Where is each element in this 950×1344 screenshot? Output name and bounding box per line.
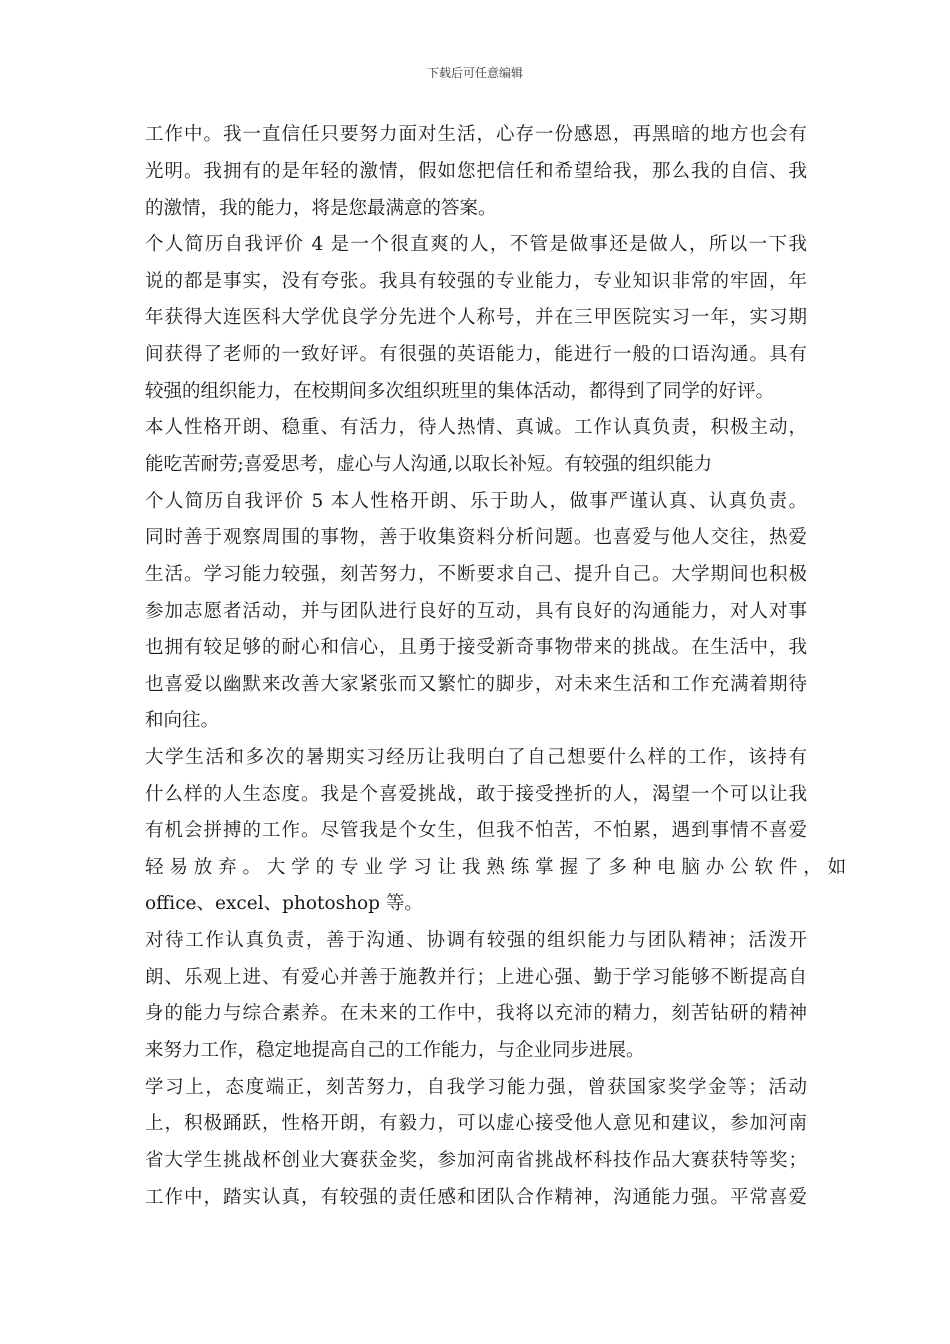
text-line: 工作中，踏实认真，有较强的责任感和团队合作精神，沟通能力强。平常喜爱 xyxy=(145,1187,807,1208)
text-line: 和向往。 xyxy=(145,710,220,731)
text-line: 工作中。我一直信任只要努力面对生活，心存一份感恩，再黑暗的地方也会有 xyxy=(145,124,807,145)
text-line: office、excel、photoshop 等。 xyxy=(145,893,423,914)
text-line: 间获得了老师的一致好评。有很强的英语能力，能进行一般的口语沟通。具有 xyxy=(145,344,807,365)
text-line: 学习上，态度端正，刻苦努力，自我学习能力强，曾获国家奖学金等；活动 xyxy=(145,1077,807,1098)
text-line: 个人简历自我评价 5 本人性格开朗、乐于助人，做事严谨认真、认真负责。 xyxy=(145,491,807,512)
text-line: 也拥有较足够的耐心和信心，且勇于接受新奇事物带来的挑战。在生活中，我 xyxy=(145,637,807,658)
text-line: 的激情，我的能力，将是您最满意的答案。 xyxy=(145,198,497,219)
text-line: 来努力工作，稳定地提高自己的工作能力，与企业同步进展。 xyxy=(145,1040,645,1061)
text-line: 光明。我拥有的是年轻的激情，假如您把信任和希望给我，那么我的自信、我 xyxy=(145,161,807,182)
text-line: 轻 易 放 弃 。 大 学 的 专 业 学 习 让 我 熟 练 掌 握 了 多 种 电 脑 办 公 软 件 ， 如 xyxy=(145,857,847,878)
text-line: 个人简历自我评价 4 是一个很直爽的人，不管是做事还是做人，所以一下我 xyxy=(145,234,807,255)
text-line: 身的能力与综合素养。在未来的工作中，我将以充沛的精力，刻苦钻研的精神 xyxy=(145,1003,807,1024)
text-line: 参加志愿者活动，并与团队进行良好的互动，具有良好的沟通能力，对人对事 xyxy=(145,601,807,622)
text-line: 能吃苦耐劳;喜爱思考，虚心与人沟通,以取长补短。有较强的组织能力 xyxy=(145,454,713,475)
text-line: 朗、乐观上进、有爱心并善于施教并行；上进心强、勤于学习能够不断提高自 xyxy=(145,967,807,988)
text-line: 大学生活和多次的暑期实习经历让我明白了自己想要什么样的工作，该持有 xyxy=(145,747,807,768)
text-line: 本人性格开朗、稳重、有活力，待人热情、真诚。工作认真负责，积极主动， xyxy=(145,417,807,438)
text-line: 生活。学习能力较强，刻苦努力，不断要求自己、提升自己。大学期间也积极 xyxy=(145,564,807,585)
text-line: 什么样的人生态度。我是个喜爱挑战，敢于接受挫折的人，渴望一个可以让我 xyxy=(145,784,807,805)
page-header: 下载后可任意编辑 xyxy=(426,66,523,80)
text-line: 同时善于观察周围的事物，善于收集资料分析问题。也喜爱与他人交往，热爱 xyxy=(145,527,807,548)
text-line: 有机会拼搏的工作。尽管我是个女生，但我不怕苦，不怕累，遇到事情不喜爱 xyxy=(145,820,807,841)
text-line: 年获得大连医科大学优良学分先进个人称号，并在三甲医院实习一年，实习期 xyxy=(145,307,807,328)
text-line: 较强的组织能力，在校期间多次组织班里的集体活动，都得到了同学的好评。 xyxy=(145,381,775,402)
text-line: 省大学生挑战杯创业大赛获金奖，参加河南省挑战杯科技作品大赛获特等奖； xyxy=(145,1150,807,1171)
text-line: 对待工作认真负责，善于沟通、协调有较强的组织能力与团队精神；活泼开 xyxy=(145,930,807,951)
text-line: 说的都是事实，没有夸张。我具有较强的专业能力，专业知识非常的牢固，年 xyxy=(145,271,807,292)
text-line: 也喜爱以幽默来改善大家紧张而又繁忙的脚步，对未来生活和工作充满着期待 xyxy=(145,674,807,695)
text-line: 上，积极踊跃，性格开朗，有毅力，可以虚心接受他人意见和建议，参加河南 xyxy=(145,1113,807,1134)
